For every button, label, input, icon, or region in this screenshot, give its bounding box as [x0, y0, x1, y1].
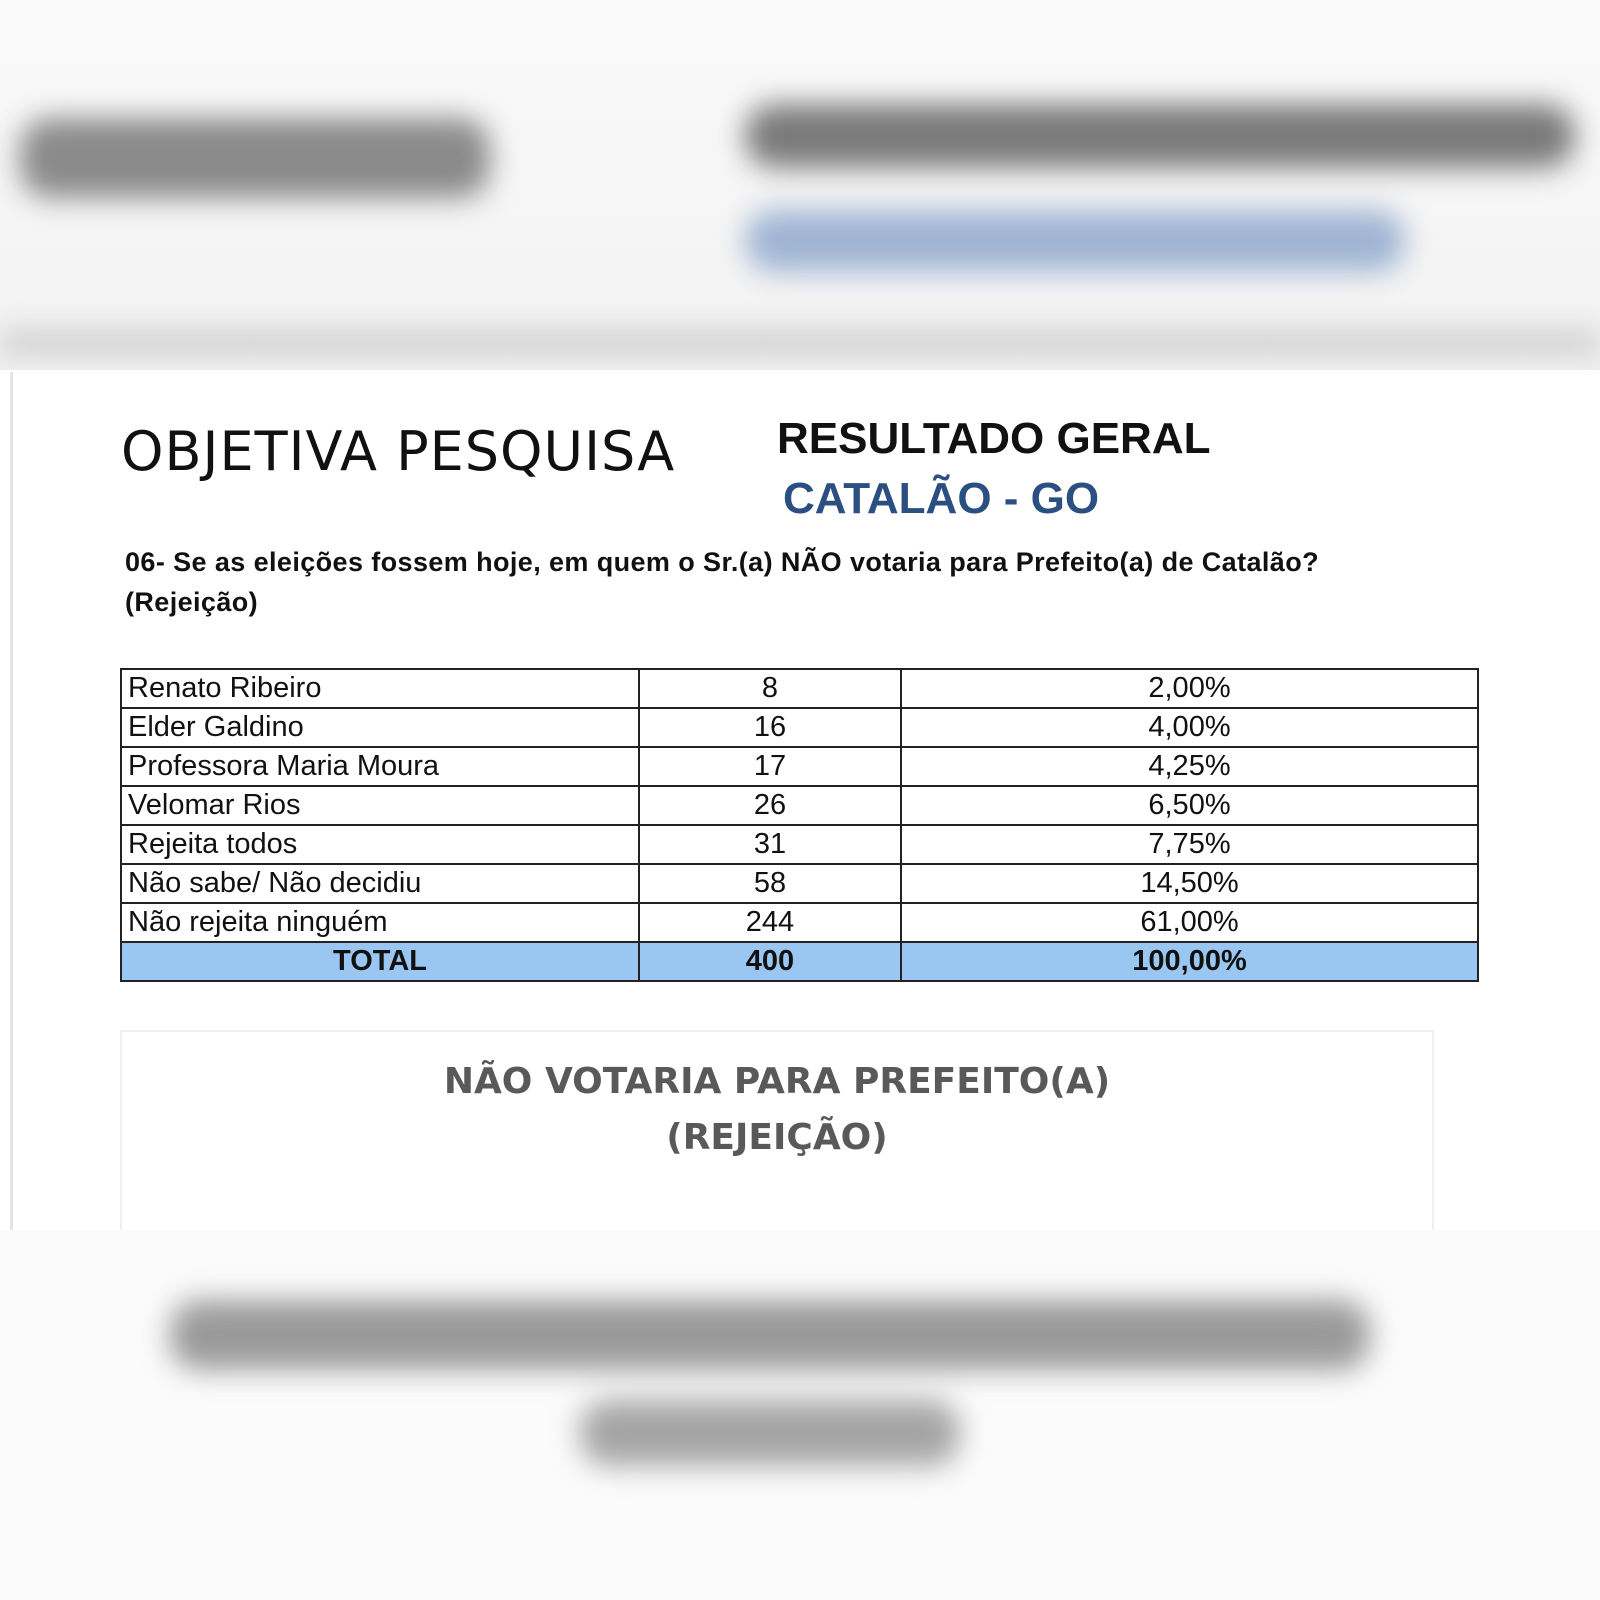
results-table-body [121, 669, 1478, 981]
percentage-cell: 14,50% [901, 864, 1478, 903]
table-row [121, 669, 1478, 708]
vote-count-cell: 26 [639, 786, 901, 825]
total-count-cell: 400 [639, 942, 901, 981]
candidate-name-cell: Rejeita todos [121, 825, 639, 864]
brand-name: OBJETIVA PESQUISA [121, 420, 676, 483]
survey-question [125, 542, 1475, 622]
percentage-cell: 4,25% [901, 747, 1478, 786]
result-title: RESULTADO GERAL [777, 414, 1211, 463]
percentage-cell: 2,00% [901, 669, 1478, 708]
candidate-name-cell: Não sabe/ Não decidiu [121, 864, 639, 903]
table-row [121, 708, 1478, 747]
total-percentage-cell: 100,00% [901, 942, 1478, 981]
vote-count-cell: 244 [639, 903, 901, 942]
blurred-footer-region [0, 1230, 1600, 1600]
question-subtitle: (Rejeição) [125, 587, 259, 617]
vote-count-cell: 58 [639, 864, 901, 903]
total-label-cell: TOTAL [121, 942, 639, 981]
percentage-cell: 4,00% [901, 708, 1478, 747]
percentage-cell: 6,50% [901, 786, 1478, 825]
chart-title [122, 1054, 1432, 1166]
vote-count-cell: 8 [639, 669, 901, 708]
blurred-header-region [0, 0, 1600, 370]
vote-count-cell: 17 [639, 747, 901, 786]
candidate-name-cell: Elder Galdino [121, 708, 639, 747]
question-text: 06- Se as eleições fossem hoje, em quem o Sr.(a) NÃO votaria para Prefeito(a) de Catalão? [125, 547, 1320, 577]
chart-panel [120, 1030, 1434, 1230]
blurred-footer-line2 [580, 1400, 960, 1466]
blurred-logo [20, 118, 490, 198]
candidate-name-cell: Professora Maria Moura [121, 747, 639, 786]
total-row [121, 942, 1478, 981]
results-table [120, 668, 1479, 982]
table-row [121, 864, 1478, 903]
vote-count-cell: 16 [639, 708, 901, 747]
blurred-subheading [745, 210, 1405, 272]
blurred-line [0, 330, 1600, 356]
table-row [121, 903, 1478, 942]
table-row [121, 786, 1478, 825]
percentage-cell: 7,75% [901, 825, 1478, 864]
blurred-footer-line1 [170, 1300, 1370, 1370]
blurred-heading [745, 104, 1575, 168]
city-title: CATALÃO - GO [783, 474, 1100, 523]
chart-title-line1: NÃO VOTARIA PARA PREFEITO(A) [443, 1061, 1111, 1102]
candidate-name-cell: Velomar Rios [121, 786, 639, 825]
candidate-name-cell: Renato Ribeiro [121, 669, 639, 708]
document-page [10, 372, 1600, 1230]
chart-title-line2: (REJEIÇÃO) [666, 1117, 888, 1158]
percentage-cell: 61,00% [901, 903, 1478, 942]
table-row [121, 747, 1478, 786]
vote-count-cell: 31 [639, 825, 901, 864]
table-row [121, 825, 1478, 864]
candidate-name-cell: Não rejeita ninguém [121, 903, 639, 942]
